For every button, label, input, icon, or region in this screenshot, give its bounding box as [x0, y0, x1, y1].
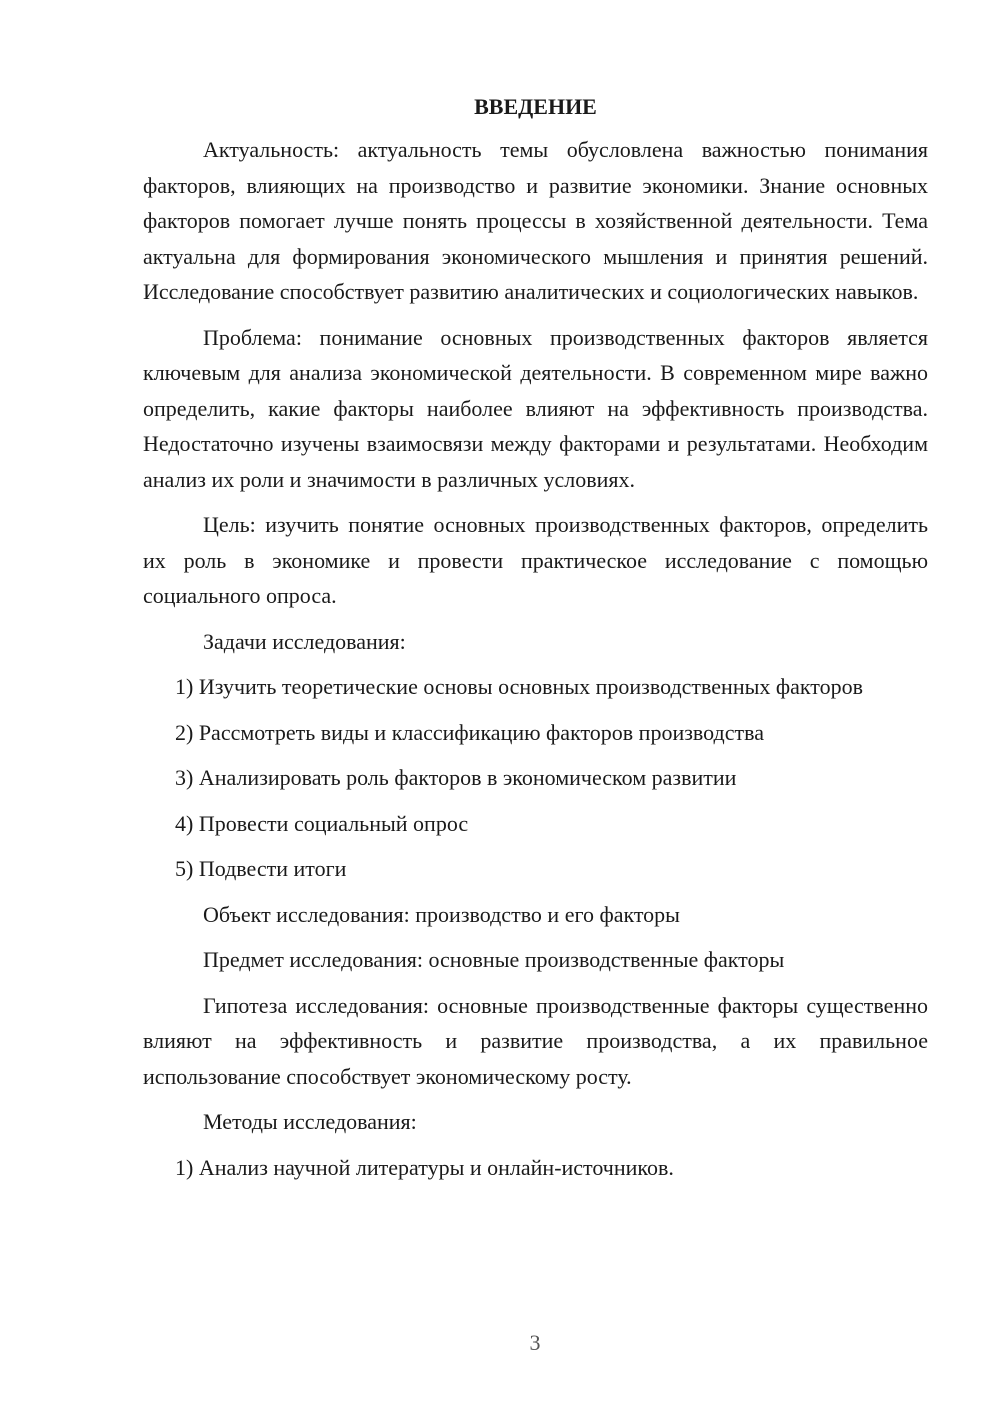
task-item-3: 3) Анализировать роль факторов в экономическом развитии — [175, 765, 737, 790]
document-page — [143, 92, 928, 1195]
task-item-2: 2) Рассмотреть виды и классификацию факторов производства — [175, 719, 764, 745]
hypothesis-paragraph: Гипотеза исследования: основные производственные факторы существенно влияют на эффективность и развитие производства, а их правильное использование способствует экономическому росту. — [143, 992, 928, 1089]
page-title: ВВЕДЕНИЕ — [474, 94, 597, 119]
problem-paragraph: Проблема: понимание основных производственных факторов является ключевым для анализа экономической деятельности. В современном мире важно определить, какие факторы наиболее влияют на эффективность производства. Недостаточно изучены взаимосвязи между факторами и результатами. Необходим анализ их роли и значимости в различных условиях. — [143, 324, 928, 492]
goal-paragraph: Цель: изучить понятие основных производственных факторов, определить их роль в экономике и провести практическое исследование с помощью социального опроса. — [143, 512, 928, 608]
methods-heading: Методы исследования: — [203, 1109, 417, 1134]
task-item-1: 1) Изучить теоретические основы основных производственных факторов — [175, 674, 864, 699]
method-item-1: 1) Анализ научной литературы и онлайн-источников. — [175, 1154, 674, 1180]
task-item-4: 4) Провести социальный опрос — [175, 810, 469, 836]
tasks-heading: Задачи исследования: — [203, 628, 406, 654]
page-number: 3 — [529, 1330, 541, 1355]
object-paragraph: Объект исследования: производство и его факторы — [203, 901, 680, 927]
relevance-paragraph: Актуальность: актуальность темы обусловлена важностью понимания факторов, влияющих на производство и развитие экономики. Знание основных факторов помогает лучше понять процессы в хозяйственной деятельности. Тема актуальна для формирования экономического мышления и принятия решений. Исследование способствует развитию аналитических и социологических навыков. — [143, 137, 928, 304]
subject-paragraph: Предмет исследования: основные производственные факторы — [203, 947, 785, 972]
task-item-5: 5) Подвести итоги — [175, 856, 347, 881]
